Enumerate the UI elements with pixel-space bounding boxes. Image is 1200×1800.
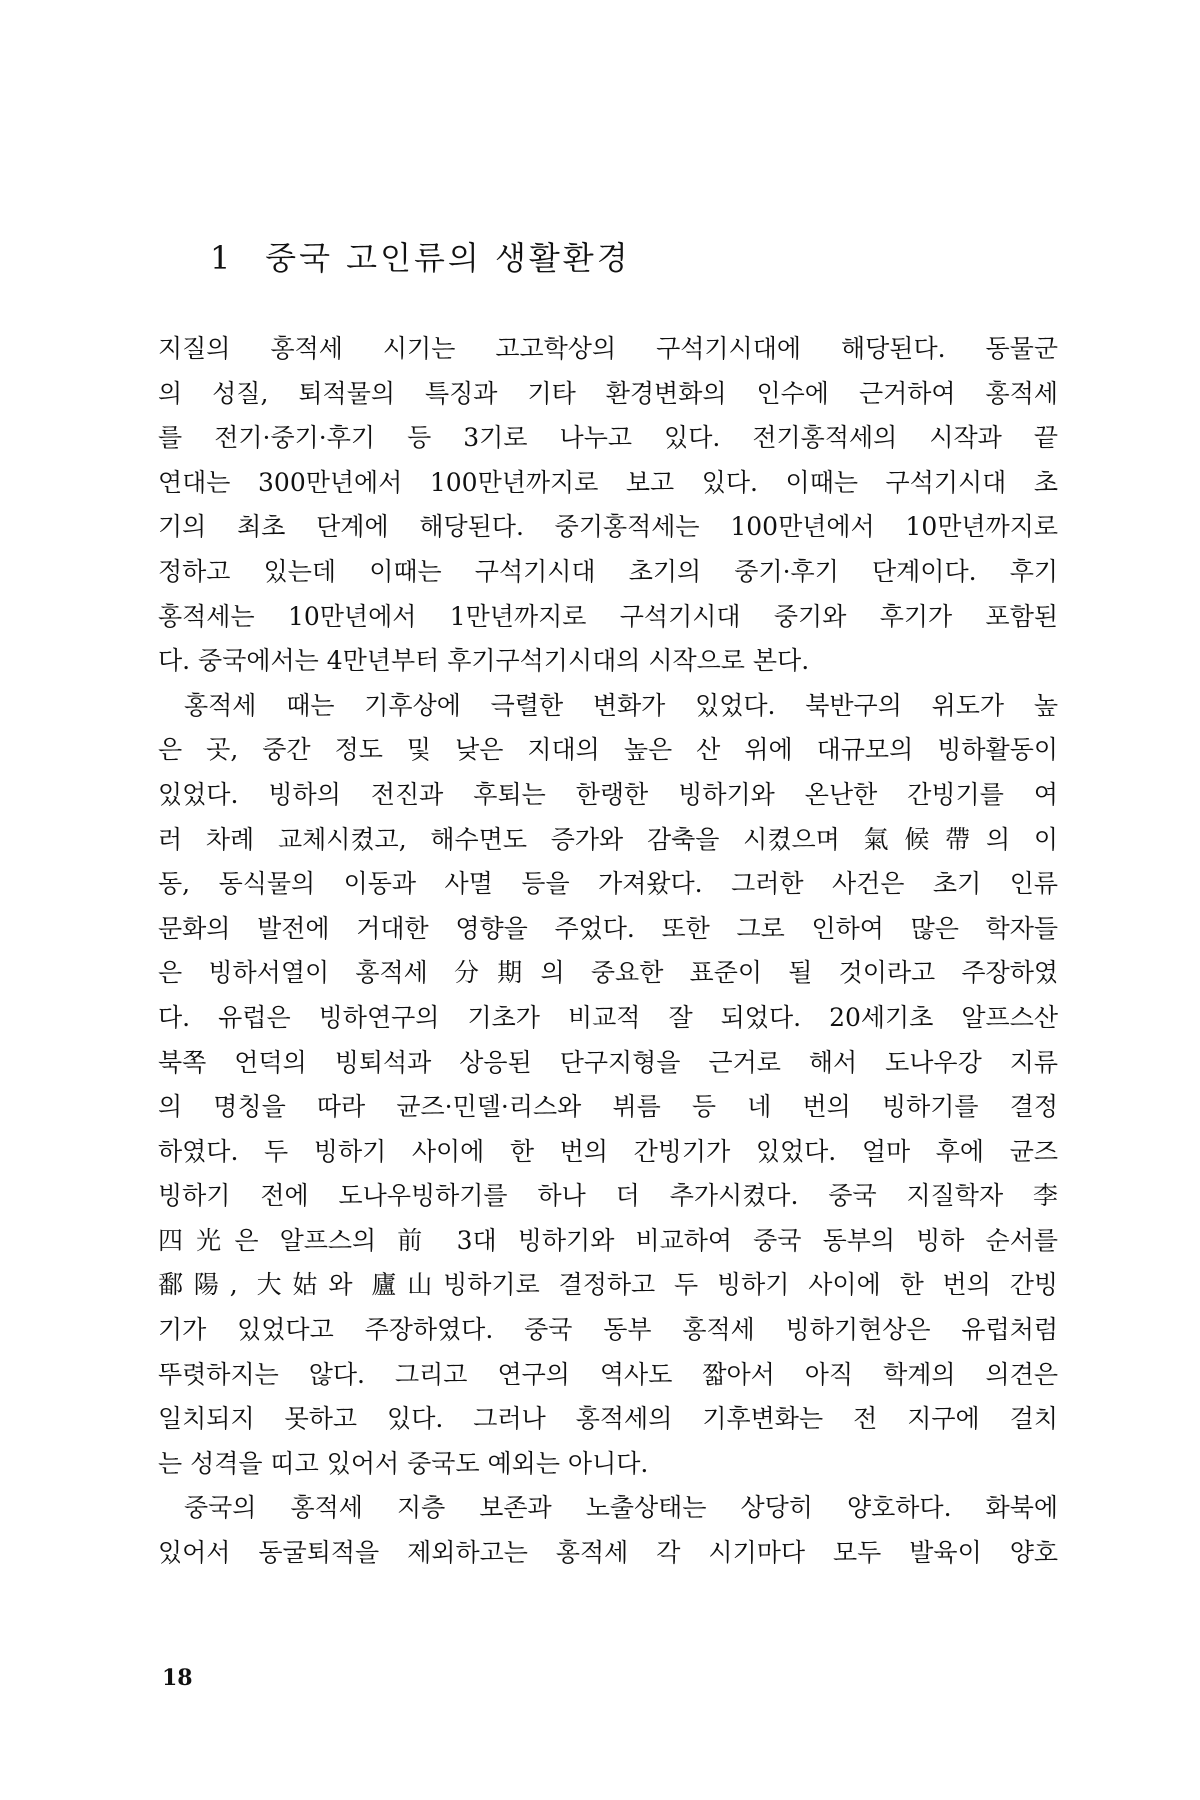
section-title: 중국 고인류의 생활환경 [265,239,631,277]
section-number: 1 [210,239,234,277]
body-text [158,327,1058,1576]
text-line: 문화의 발전에 거대한 영향을 주었다. 또한 그로 인하여 많은 학자들 [158,913,1058,943]
text-line: 지질의 홍적세 시기는 고고학상의 구석기시대에 해당된다. 동물군 [158,334,1058,363]
text-line: 는 성격을 띠고 있어서 중국도 예외는 아니다. [158,1448,649,1478]
text-line: 은 곳, 중간 정도 및 낮은 지대의 높은 산 위에 대규모의 빙하활동이 [158,735,1058,765]
text-line: 기가 있었다고 주장하였다. 중국 동부 홍적세 빙하기현상은 유럽처럼 [158,1315,1058,1345]
text-line: 鄱陽, 大姑와 廬山빙하기로 결정하고 두 빙하기 사이에 한 번의 간빙 [158,1270,1058,1300]
text-line: 홍적세는 10만년에서 1만년까지로 구석기시대 중기와 후기가 포함된 [158,601,1058,631]
text-line: 四光은 알프스의 前 3대 빙하기와 비교하여 중국 동부의 빙하 순서를 [158,1225,1058,1255]
text-line: 의 성질, 퇴적물의 특징과 기타 환경변화의 인수에 근거하여 홍적세 [158,378,1058,408]
text-line: 빙하기 전에 도나우빙하기를 하나 더 추가시켰다. 중국 지질학자 李 [158,1181,1058,1211]
text-line: 있어서 동굴퇴적을 제외하고는 홍적세 각 시기마다 모두 발육이 양호 [158,1538,1058,1568]
text-line: 를 전기·중기·후기 등 3기로 나누고 있다. 전기홍적세의 시작과 끝 [158,423,1058,453]
text-line: 하였다. 두 빙하기 사이에 한 번의 간빙기가 있었다. 얼마 후에 균즈 [158,1136,1058,1166]
text-line: 정하고 있는데 이때는 구석기시대 초기의 중기·후기 단계이다. 후기 [158,556,1058,586]
text-line: 은 빙하서열이 홍적세 分期의 중요한 표준이 될 것이라고 주장하였 [158,958,1058,988]
text-line: 있었다. 빙하의 전진과 후퇴는 한랭한 빙하기와 온난한 간빙기를 여 [158,779,1058,809]
text-line: 홍적세 때는 기후상에 극렬한 변화가 있었다. 북반구의 위도가 높 [184,690,1058,720]
page-number: 18 [162,1665,193,1691]
text-line: 일치되지 못하고 있다. 그러나 홍적세의 기후변화는 전 지구에 걸치 [158,1404,1058,1434]
text-line: 동, 동식물의 이동과 사멸 등을 가져왔다. 그러한 사건은 초기 인류 [158,869,1058,899]
text-line: 다. 중국에서는 4만년부터 후기구석기시대의 시작으로 본다. [158,646,810,676]
text-line: 러 차례 교체시켰고, 해수면도 증가와 감축을 시켰으며 氣候帶의 이 [158,824,1058,854]
text-line: 중국의 홍적세 지층 보존과 노출상태는 상당히 양호하다. 화북에 [184,1493,1058,1523]
text-line: 북쪽 언덕의 빙퇴석과 상응된 단구지형을 근거로 해서 도나우강 지류 [158,1047,1058,1077]
text-line: 연대는 300만년에서 100만년까지로 보고 있다. 이때는 구석기시대 초 [158,467,1058,497]
text-line: 의 명칭을 따라 균즈·민델·리스와 뷔름 등 네 번의 빙하기를 결정 [158,1092,1058,1122]
text-line: 뚜렷하지는 않다. 그리고 연구의 역사도 짧아서 아직 학계의 의견은 [158,1359,1058,1389]
section-heading [210,238,631,278]
text-line: 다. 유럽은 빙하연구의 기초가 비교적 잘 되었다. 20세기초 알프스산 [158,1002,1058,1032]
text-line: 기의 최초 단계에 해당된다. 중기홍적세는 100만년에서 10만년까지로 [158,512,1058,542]
